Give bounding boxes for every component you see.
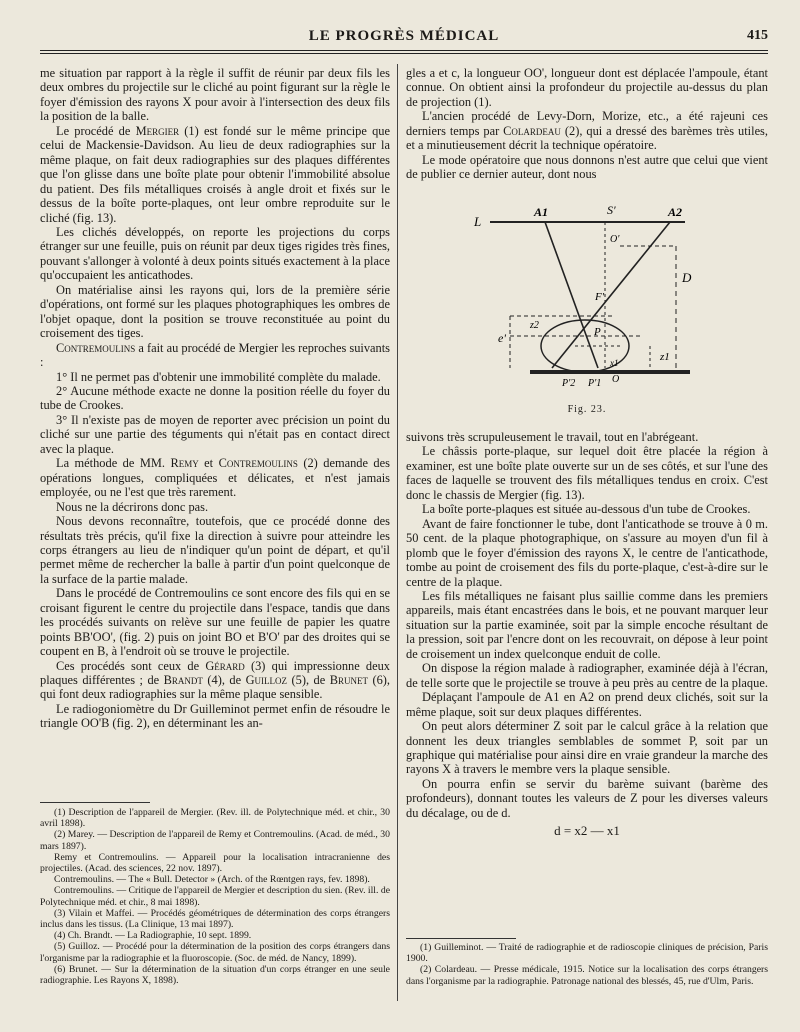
footnote: (5) Guilloz. — Procédé pour la détermination de la position des corps étrangers dans l'organisme par la radiographie et la fluoroscopie. (Soc. de méd. de Nancy, 1899). [40,941,390,964]
paragraph: Le châssis porte-plaque, sur lequel doit être placée la région à examiner, est une boîte plate ouverte sur un de ses côtés, et sur l'une des faces de laquelle se trouvent des fils métalliques tendus en croix. C'est donc le chassis de Mergier (fig. 13). [406,444,768,502]
paragraph: 2° Aucune méthode exacte ne donne la position réelle du foyer du tube de Crookes. [40,383,390,413]
paragraph: Nous devons reconnaître, toutefois, que ce procédé donne des résultats très précis, qu'il fixe la direction à suivre pour atteindre les corps étrangers au lieu de n'indiquer qu'un point de départ, et qu'il permet même de rechercher la balle à partir d'un point quelconque de la surface de la partie malade. [40,514,390,586]
paragraph: Le procédé de Mergier (1) est fondé sur le même principe que celui de Mackensie-Davidson. Au lieu de deux radiographies sur la même plaque, on fait deux radiographies sur des plaques différentes que l'on glisse dans une boîte plate pour obtenir l'immobilité absolue du patient. Des fils métalliques croisés à angle droit et fixés sur le dessus de la boîte porte-plaques, ont leur ombre reproduite sur le cliché (fig. 13). [40,123,390,225]
paragraph: Le mode opératoire que nous donnons n'est autre que celui que vient de publier ce dernier auteur, dont nous [406,152,768,182]
left-footnotes [40,807,390,986]
paragraph: Le radiogoniomètre du Dr Guilleminot permet enfin de résoudre le triangle OO'B (fig. 2), en déterminant les an- [40,701,390,731]
label-x1: x1 [610,358,619,368]
right-column-top [406,66,768,182]
paragraph: suivons très scrupuleusement le travail, tout en l'abrégeant. [406,430,699,444]
footnote: (3) Vilain et Maffei. — Procédés géométriques de détermination des corps étrangers inclus dans les tissus. (La Clinique, 13 mai 1897). [40,907,390,931]
paragraph: Les clichés développés, on reporte les projections du corps étranger sur une feuille, puis on réunit par deux tiges rigides très fines, pouvant s'allonger à volonté à deux points situés exactement à la place qu'occupaient les anticathodes. [40,224,390,283]
running-header [40,28,768,48]
paragraph: me situation par rapport à la règle il suffit de réunir par deux fils les deux ombres du projectile sur le cliché au point figurant sur la règle le foyer d'émission des rayons X pour avoir à l'intersection des deux fils la position de la balle. [40,66,390,124]
label-P2: P'2 [562,378,576,389]
header-rule-bottom [40,53,768,54]
author-name: Colardeau [503,123,561,138]
right-column-bottom [406,430,768,839]
label-D: D [682,270,692,285]
footnote: Contremoulins. — The « Bull. Detector » (Arch. of the Rœntgen rays, fev. 1898). [54,874,370,886]
paragraph: L'ancien procédé de Levy-Dorn, Morize, etc., a été rajeuni ces derniers temps par Colardeau (2), qui a dressé des barèmes très utiles, et a minutieusement décrit la technique opératoire. [406,109,768,153]
page-number: 415 [747,28,768,43]
paragraph: On pourra enfin se servir du barème suivant (barème des profondeurs), donnant toutes les valeurs de Z pour les diverses valeurs du décalage, ou de d. [406,776,768,820]
paragraph: Avant de faire fonctionner le tube, dont l'anticathode se trouve à 0 m. 50 cent. de la plaque photographique, on s'assure au moyen d'un fil à plomb que le foyer d'émission des rayons X, le centre de l'anticathode, tombe au point de croisement des fils du porte-plaque, c'est-à-dire sur le centre de la plaque. [406,516,768,589]
label-A1: A1 [534,205,549,219]
paragraph: Dans le procédé de Contremoulins ce sont encore des fils qui en se croisant figurent le centre du projectile dans l'espace, tandis que dans les procédés suivants on relève sur une feuille de papier les quatre points BB'OO', (fig. 2) puis on joint BO et B'O' par des droites qui se coupent en B, à l'endroit où se trouve le projectile. [40,586,390,659]
paragraph: gles a et c, la longueur OO', longueur dont est déplacée l'ampoule, étant connue. On obtient ainsi la profondeur du projectile au-dessus du plan de projection (1). [406,66,768,109]
column-divider [397,64,398,1001]
author-name: Remy [170,456,199,471]
paragraph: On peut alors déterminer Z soit par le calcul grâce à la relation que donnent les deux triangles semblables de sommet P, soit par un graphique qui matérialise pour ainsi dire en vraie grandeur la marche des rayons X à travers le membre vers la plaque sensible. [406,719,768,777]
label-O1: O' [610,234,620,245]
right-footnotes [406,942,768,987]
label-A2: A2 [668,205,683,219]
footnote: (2) Colardeau. — Presse médicale, 1915. Notice sur la localisation des corps étrangers dans l'organisme par la radiographie. Patronage national des blessés, 45, rue d'Ulm, Paris. [406,964,768,987]
footnote: Remy et Contremoulins. — Appareil pour la localisation intracranienne des projectiles. (Acad. des sciences, 22 nov. 1897). [40,851,390,875]
journal-title: LE PROGRÈS MÉDICAL [308,28,500,44]
paragraph: La méthode de MM. Remy et Contremoulins (2) demande des opérations longues, compliquées et délicates, et n'est jamais employée, ou ne l'est que très rarement. [40,456,390,500]
paragraph: On dispose la région malade à radiographer, examinée déjà à l'écran, de telle sorte que le projectile se trouve à peu près au centre de la plaque. [406,661,768,690]
label-L: L [474,214,482,229]
label-S: S' [607,203,616,217]
author-name: Mergier [135,123,180,138]
paragraph: La boîte porte-plaques est située au-dessous d'un tube de Crookes. [422,502,751,517]
footnote: (2) Marey. — Description de l'appareil de Remy et Contremoulins. (Acad. de méd., 30 mars 1897). [40,829,390,852]
footnote: (6) Brunet. — Sur la détermination de la situation d'un corps étranger en une seule radiographie. Les Rayons X, 1898). [40,963,390,987]
paragraph: 1° Il ne permet pas d'obtenir une immobilité complète du malade. [56,369,381,384]
footnote-rule [40,802,150,803]
paragraph: Les fils métalliques ne faisant plus saillie comme dans les premiers appareils, mais étant encastrées dans le bois, et ne pouvant marquer leur situation sur la partie examinée, soit par la simple encoche résultant de la pression, soit par l'encre dont on les recouvrait, on dépose à leur point de croisement un index quelconque enduit de colle. [406,588,768,661]
left-column [40,66,390,731]
figure-caption: Fig. 23. [567,404,607,415]
author-name: Contremoulins [218,456,298,471]
label-e: e' [498,331,506,345]
paragraph: 3° Il n'existe pas de moyen de reporter avec précision un point du cliché sur une partie des téguments qui n'était pas en contact direct avec la plaque. [40,412,390,456]
label-F: F' [595,291,605,303]
geometry-diagram [470,196,720,406]
paragraph: Ces procédés sont ceux de Gérard (3) qui impressionne deux plaques différentes ; de Brandt (4), de Guilloz (5), de Brunet (6), qui font deux radiographies sur la même plaque sensible. [40,658,391,702]
footnote: (1) Description de l'appareil de Mergier. (Rev. ill. de Polytechnique méd. et chir., 30 avril 1898). [40,807,390,830]
paragraph: Contremoulins a fait au procédé de Mergier les reproches suivants : [40,340,390,370]
label-z1: z1 [660,351,670,363]
footnote: Contremoulins. — Critique de l'appareil de Mergier et description du sien. (Rev. ill. de Polytechnique méd. et chir., 8 mai 1898). [40,885,390,908]
footnote: (1) Guilleminot. — Traité de radiographie et de radioscopie cliniques de précision, Paris 1900. [406,942,768,965]
header-rule-top [40,50,768,51]
paragraph: Déplaçant l'ampoule de A1 en A2 on prend deux clichés, soit sur la même plaque, soit sur deux plaques différentes. [406,690,768,719]
label-P1: P'1 [588,378,602,389]
author-name: Contremoulins [56,340,136,355]
paragraph: Nous ne la décrirons donc pas. [56,499,209,514]
ray-a1 [545,222,598,368]
footnote-rule [406,938,516,939]
paragraph: On matérialise ainsi les rayons qui, lors de la première série d'opérations, ont formé sur les plaques photographiques les ombres de l'objet opaque, dont la position se trouve reconstituée au point du croisement des tiges. [40,282,390,341]
figure-23 [470,196,720,416]
footnote: (4) Ch. Brandt. — La Radiographie, 10 sept. 1899. [54,930,252,942]
formula: d = x2 — x1 [554,823,620,839]
label-P: P [594,326,601,338]
label-z2: z2 [530,320,539,331]
label-O: O [612,374,620,385]
